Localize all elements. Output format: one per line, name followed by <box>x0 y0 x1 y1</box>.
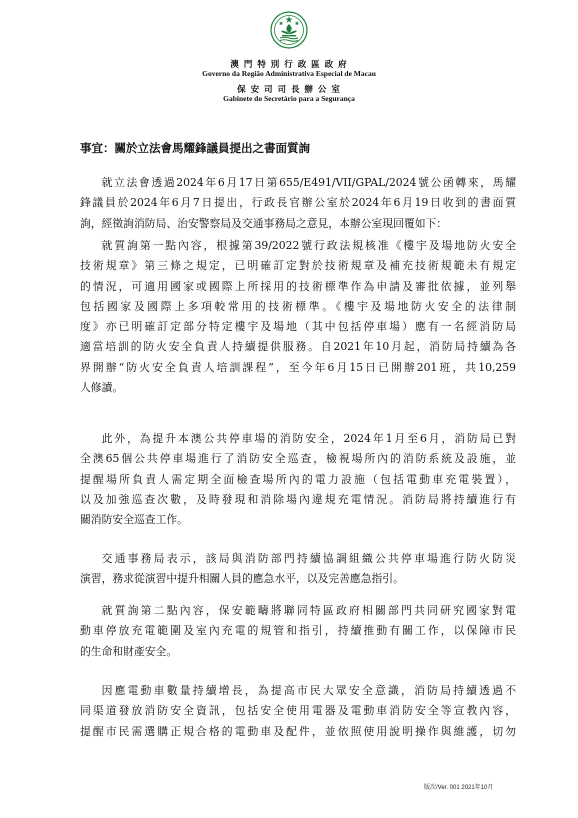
paragraph-line: 詢，經徵詢消防局、治安警察局及交通事務局之意見，本辦公室現回覆如下： <box>80 216 448 230</box>
paragraph-line: 關消防安全巡查工作。 <box>80 513 188 527</box>
paragraph-line: 鋒議員於2024年6月7日提出，行政長官辦公室於2024年6月19日收到的書面質 <box>80 196 516 210</box>
paragraph-line: 就質詢第一點內容，根據第39/2022號行政法規核准《樓宇及場地防火安全 <box>101 239 516 252</box>
paragraph-line: 提醒市民需選購正規合格的電動車及配件，並依照使用說明操作與維護，切勿 <box>80 724 516 738</box>
paragraph-point-one <box>80 236 516 398</box>
paragraph-line: 適當培訓的防火安全負責人持續提供服務。自2021年10月起，消防局持續為各 <box>80 340 516 354</box>
government-name-portuguese: Governo da Região Administrativa Especial de Macau <box>202 69 376 78</box>
office-name-chinese: 保 安 司 司 長 辦 公 室 <box>237 85 341 95</box>
paragraph-line: 人修讀。 <box>80 381 124 395</box>
paragraph-line: 技術規章》第三條之規定，已明確訂定對於技術規章及補充技術規範未有規定 <box>80 259 516 273</box>
paragraph-public-awareness <box>80 681 516 742</box>
paragraph-line: 動車停放充電範圍及室內充電的規管和指引，持續推動有關工作，以保障市民 <box>80 624 516 638</box>
paragraph-line: 度》亦已明確訂定部分特定樓宇及場地（其中包括停車場）應有一名經消防局 <box>80 320 516 334</box>
paragraph-line: 就立法會透過2024年6月17日第655/E491/VII/GPAL/2024號公函轉來，馬耀 <box>101 176 516 189</box>
government-name-chinese: 澳 門 特 別 行 政 區 政 府 <box>230 60 348 70</box>
paragraph-intro <box>80 173 516 234</box>
paragraph-line: 同渠道發放消防安全資訊，包括安全使用電器及電動車消防安全等宣教內容， <box>80 704 516 718</box>
paragraph-line: 全澳65個公共停車場進行了消防安全巡查，檢視場所內的消防系統及設施，並 <box>80 452 516 466</box>
paragraph-line: 以及加強巡查次數，及時發現和消除場內違規充電情況。消防局將持續進行有 <box>80 492 516 506</box>
paragraph-line: 因應電動車數量持續增長，為提高市民大眾安全意識，消防局持續透過不 <box>101 684 516 697</box>
paragraph-car-park-inspection <box>80 429 516 530</box>
document-version-footer: 版次/Ver. 001 2021年10月 <box>424 785 494 791</box>
letter-subject: 事宜：關於立法會馬耀鋒議員提出之書面質詢 <box>80 141 310 155</box>
paragraph-point-two <box>80 601 516 662</box>
paragraph-transport-bureau <box>80 549 516 590</box>
paragraph-line: 的生命和財產安全。 <box>80 644 178 658</box>
office-name-portuguese: Gabinete do Secretário para a Segurança <box>223 94 355 103</box>
paragraph-line: 包括國家及國際上多項較常用的技術標準。《樓宇及場地防火安全的法律制 <box>80 299 516 313</box>
paragraph-line: 演習，務求從演習中提升相關人員的應急水平，以及完善應急指引。 <box>80 572 404 586</box>
macao-sar-emblem-icon <box>269 10 309 50</box>
paragraph-line: 提醒場所負責人需定期全面檢查場所內的電力設施（包括電動車充電裝置）， <box>80 472 516 486</box>
paragraph-line: 界開辦“防火安全負責人培訓課程”，至今年6月15日已開辦201班，共10,259 <box>80 360 516 374</box>
paragraph-line: 的情況，可適用國家或國際上所採用的技術標準作為申請及審批依據，並列舉 <box>80 279 516 293</box>
paragraph-line: 此外，為提升本澳公共停車場的消防安全，2024年1月至6月，消防局已對 <box>101 432 516 445</box>
paragraph-line: 交通事務局表示，該局與消防部門持續協調組織公共停車場進行防火防災 <box>101 552 516 565</box>
paragraph-line: 就質詢第二點內容，保安範疇將聯同特區政府相關部門共同研究國家對電 <box>101 604 516 617</box>
